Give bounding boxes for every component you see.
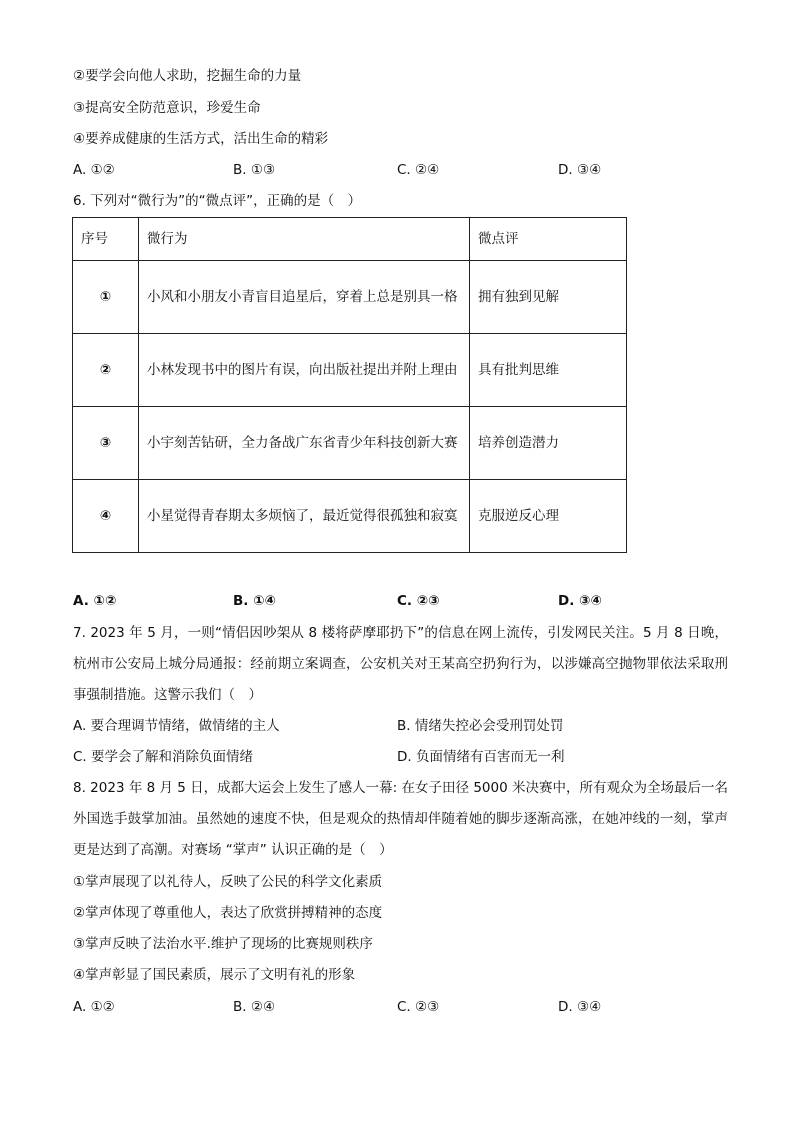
q8-statement-4: ④掌声彰显了国民素质，展示了文明有礼的形象 (73, 967, 356, 983)
q7-option-c: C. 要学会了解和消除负面情绪 (73, 749, 254, 765)
row-behavior: 小风和小朋友小青盲目追星后，穿着上总是别具一格 (139, 261, 470, 334)
q5-option-a: A. ①② (73, 162, 115, 178)
q5-option-d: D. ③④ (558, 162, 602, 178)
q6-stem: 6. 下列对“微行为”的“微点评”，正确的是（ ） (73, 193, 362, 209)
row-comment: 克服逆反心理 (470, 480, 627, 553)
q8-statement-1: ①掌声展现了以礼待人，反映了公民的科学文化素质 (73, 874, 383, 890)
row-comment: 具有批判思维 (470, 334, 627, 407)
row-comment: 培养创造潜力 (470, 407, 627, 480)
header-comment: 微点评 (470, 218, 627, 261)
q8-stem: 8. 2023 年 8 月 5 日，成都大运会上发生了感人一幕: 在女子田径 5000 米决赛中，所有观众为全场最后一名外国选手鼓掌加油。虽然她的速度不快，但是观众的热情却伴随着她的脚步逐渐高涨，在她冲线的一刻，掌声更是达到了高潮。对赛场 “掌声” 认识正确的是（ ） (73, 780, 728, 858)
table-row (73, 261, 627, 334)
q8-option-c: C. ②③ (397, 999, 440, 1015)
row-behavior: 小林发现书中的图片有误，向出版社提出并附上理由 (139, 334, 470, 407)
row-comment: 拥有独到见解 (470, 261, 627, 334)
q6-option-a: A. ①② (73, 593, 117, 609)
q5-statement-2: ②要学会向他人求助，挖掘生命的力量 (73, 68, 302, 84)
table-row (73, 480, 627, 553)
table-row (73, 334, 627, 407)
header-behavior: 微行为 (139, 218, 470, 261)
row-number: ② (73, 334, 139, 407)
q5-option-c: C. ②④ (397, 162, 440, 178)
q7-option-b: B. 情绪失控必会受刑罚处罚 (397, 718, 564, 734)
q8-option-a: A. ①② (73, 999, 115, 1015)
q7-option-a: A. 要合理调节情绪，做情绪的主人 (73, 718, 280, 734)
q7-option-d: D. 负面情绪有百害而无一利 (397, 749, 565, 765)
row-number: ④ (73, 480, 139, 553)
q6-table (72, 217, 627, 553)
q5-option-b: B. ①③ (233, 162, 276, 178)
q8-statement-2: ②掌声体现了尊重他人，表达了欣赏拼搏精神的态度 (73, 905, 383, 921)
q6-option-c: C. ②③ (397, 593, 440, 609)
q7-stem: 7. 2023 年 5 月，一则“情侣因吵架从 8 楼将萨摩耶扔下”的信息在网上流传，引发网民关注。5 月 8 日晚，杭州市公安局上城分局通报：经前期立案调查，公安机关对王某高空扔狗行为，以涉嫌高空抛物罪依法采取刑事强制措施。这警示我们（ ） (73, 625, 728, 703)
q8-option-b: B. ②④ (233, 999, 276, 1015)
table-header-row (73, 218, 627, 261)
q5-statement-3: ③提高安全防范意识，珍爱生命 (73, 100, 261, 116)
row-number: ① (73, 261, 139, 334)
q8-statement-3: ③掌声反映了法治水平.维护了现场的比赛规则秩序 (73, 936, 373, 952)
q6-option-d: D. ③④ (558, 593, 602, 609)
q6-option-b: B. ①④ (233, 593, 276, 609)
row-behavior: 小星觉得青春期太多烦恼了，最近觉得很孤独和寂寞 (139, 480, 470, 553)
row-number: ③ (73, 407, 139, 480)
q5-statement-4: ④要养成健康的生活方式，活出生命的精彩 (73, 131, 329, 147)
row-behavior: 小宇刻苦钻研，全力备战广东省青少年科技创新大赛 (139, 407, 470, 480)
table-row (73, 407, 627, 480)
q8-option-d: D. ③④ (558, 999, 602, 1015)
header-number: 序号 (73, 218, 139, 261)
